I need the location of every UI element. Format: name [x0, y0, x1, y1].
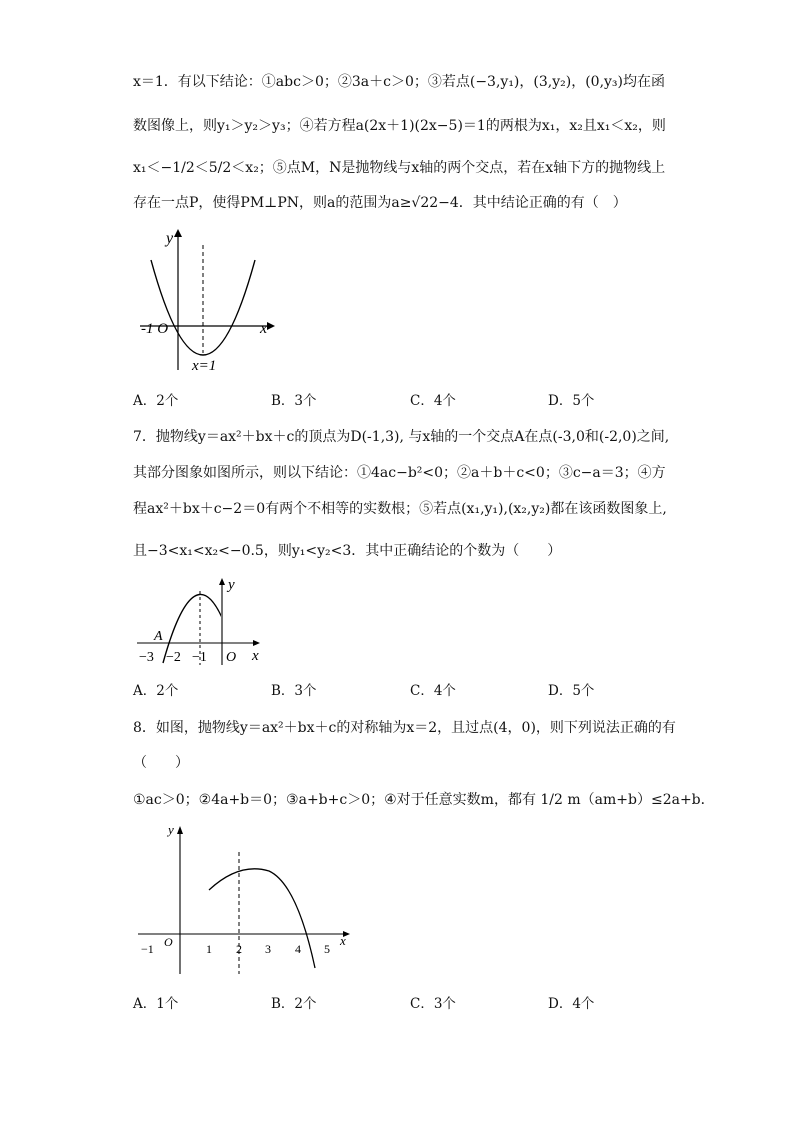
q8-option-b[interactable]: B．2个 — [271, 996, 317, 1012]
q8-options — [133, 992, 693, 1012]
q6-y-label: y — [166, 230, 174, 247]
q8-line-3: ①ac＞0；②4a+b＝0；③a+b+c＞0；④对于任意实数m，都有 1/2 m（am+b）≤2a+b． — [133, 792, 715, 808]
q6-line-2: 数图像上，则y₁＞y₂＞y₃；④若方程a(2x＋1)(2x−5)＝1的两根为x₁，x₂且x₁＜x₂，则 — [133, 118, 666, 134]
q8-origin-label: O — [164, 935, 173, 949]
q8-line-1: 8．如图，抛物线y＝ax²＋bx＋c的对称轴为x＝2，且过点(4，0)，则下列说法正确的有 — [133, 720, 676, 736]
q7-option-d[interactable]: D．5个 — [548, 683, 595, 699]
q7-parabola-graph — [135, 575, 275, 670]
q6-option-a[interactable]: A．2个 — [133, 393, 179, 409]
q7-tick-neg3: −3 — [139, 650, 154, 665]
q6-line-4: 存在一点P，使得PM⊥PN，则a的范围为a≥√22−4．其中结论正确的有（ ） — [133, 195, 627, 211]
q7-line-1: 7．抛物线y＝ax²＋bx＋c的顶点为D(-1,3), 与x轴的一个交点A在点(-3,0和(-2,0)之间, — [133, 429, 670, 445]
q7-line-4: 且−3<x₁<x₂<−0.5，则y₁<y₂<3．其中正确结论的个数为（ ） — [133, 543, 562, 559]
q8-option-c[interactable]: C．3个 — [410, 996, 456, 1012]
q6-option-d[interactable]: D．5个 — [548, 393, 595, 409]
q6-option-c[interactable]: C．4个 — [410, 393, 456, 409]
q7-options — [133, 679, 693, 699]
q6-line-1: x＝1．有以下结论：①abc＞0；②3a＋c＞0；③若点(−3,y₁)，(3,y₂)，(0,y₃)均在函 — [133, 74, 665, 90]
q7-option-a[interactable]: A．2个 — [133, 683, 179, 699]
q8-tick-neg1: −1 — [141, 942, 154, 956]
q8-y-label: y — [168, 822, 174, 837]
q8-parabola-graph — [135, 822, 360, 977]
q7-option-b[interactable]: B．3个 — [271, 683, 317, 699]
q6-x-label: x — [260, 320, 268, 337]
q6-line-3: x₁＜−1/2＜5/2＜x₂；⑤点M，N是抛物线与x轴的两个交点，若在x轴下方的抛物线上 — [133, 160, 666, 176]
q7-tick-neg1: −1 — [192, 650, 207, 665]
q7-origin-label: O — [226, 650, 237, 665]
q8-x-label: x — [340, 933, 346, 948]
q6-origin-label: -1 O — [141, 321, 169, 337]
q8-line-2: （ ） — [133, 755, 189, 771]
q8-tick-1: 1 — [206, 942, 212, 956]
q6-axis-note: x=1 — [192, 358, 217, 374]
q7-x-label: x — [252, 648, 259, 664]
q6-options — [133, 389, 693, 409]
q6-parabola-graph — [135, 225, 285, 375]
q7-y-label: y — [228, 577, 235, 593]
q6-option-b[interactable]: B．3个 — [271, 393, 317, 409]
q8-tick-4: 4 — [295, 942, 301, 956]
q8-option-d[interactable]: D．4个 — [548, 996, 595, 1012]
q7-line-2: 其部分图象如图所示，则以下结论：①4ac−b²<0；②a＋b＋c<0；③c−a＝3；④方 — [133, 465, 666, 481]
q8-tick-3: 3 — [265, 942, 271, 956]
q7-line-3: 程ax²＋bx＋c−2＝0有两个不相等的实数根；⑤若点(x₁,y₁),(x₂,y₂)都在该函数图象上, — [133, 501, 667, 517]
q8-option-a[interactable]: A．1个 — [133, 996, 179, 1012]
q8-tick-5: 5 — [324, 942, 330, 956]
q7-point-a-label: A — [154, 629, 163, 644]
q7-option-c[interactable]: C．4个 — [410, 683, 456, 699]
q7-tick-neg2: −2 — [166, 650, 181, 665]
q8-tick-2: 2 — [236, 942, 242, 956]
